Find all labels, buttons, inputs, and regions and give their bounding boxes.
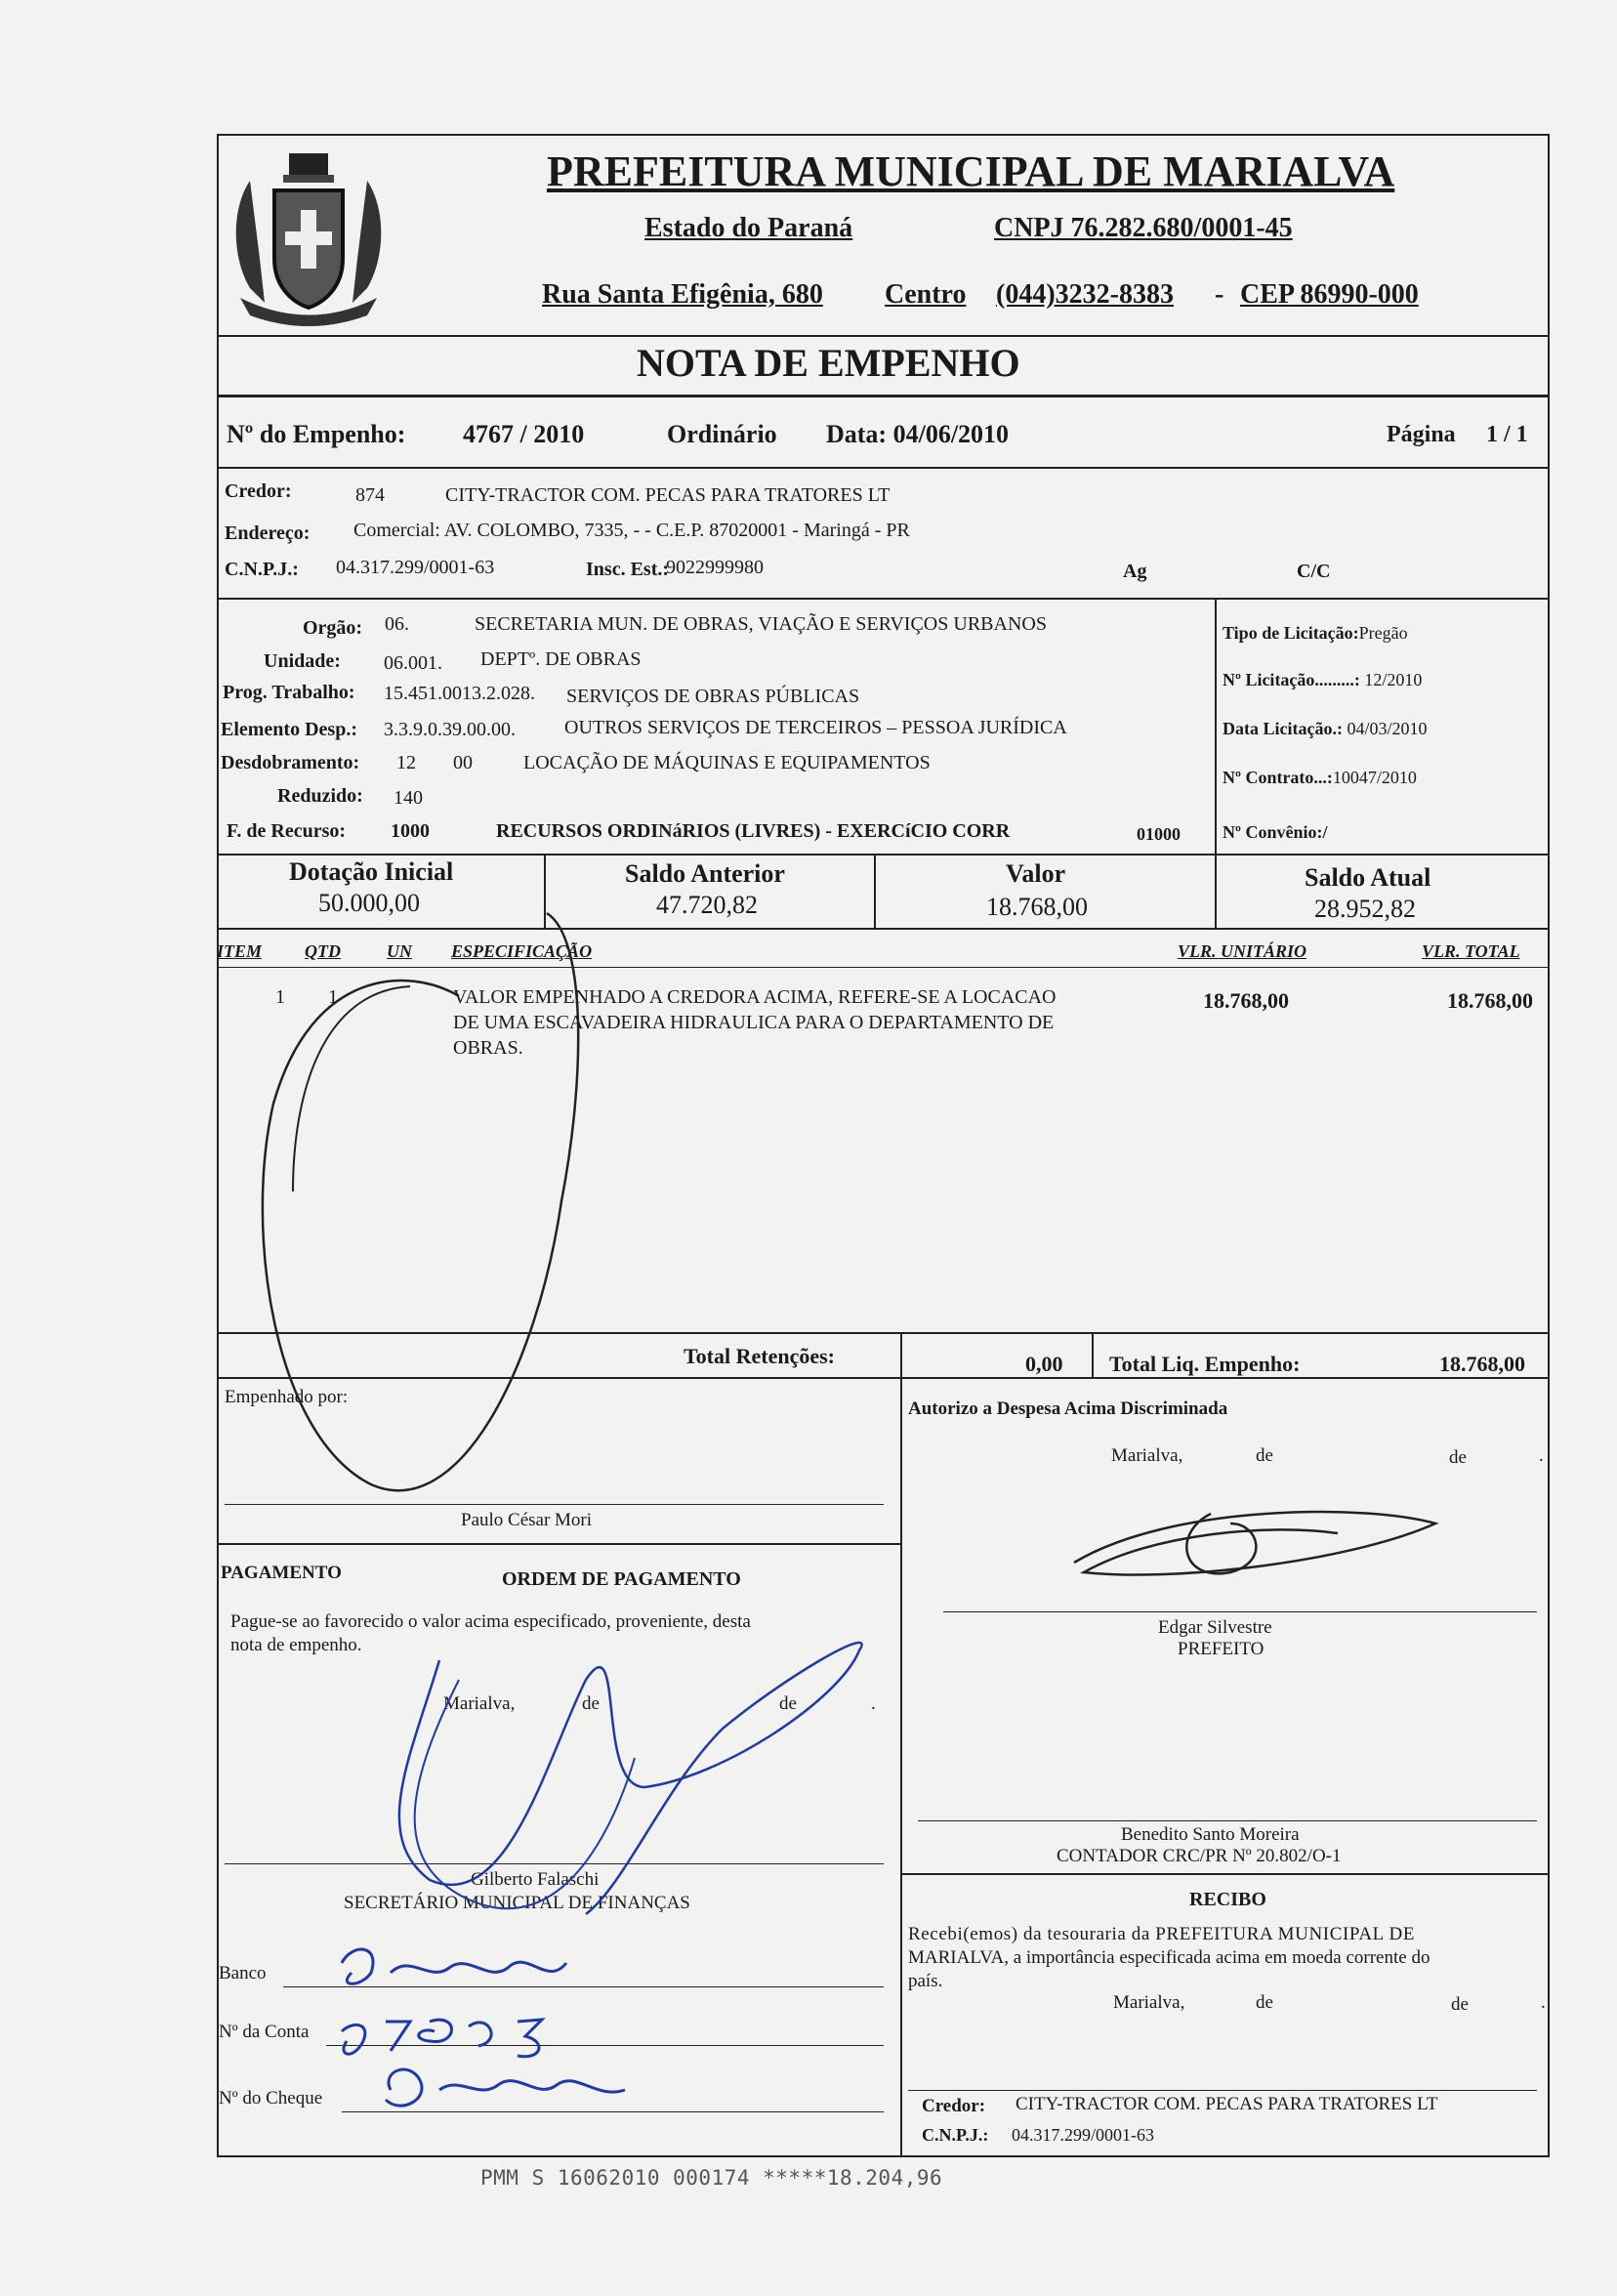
item-number: 1 — [275, 986, 285, 1008]
pagamento-de2: de — [779, 1693, 797, 1714]
pagamento-dot: . — [871, 1693, 876, 1714]
cheque-label: Nº do Cheque — [219, 2088, 323, 2108]
autorizo-signer: Edgar Silvestre — [1158, 1617, 1272, 1638]
conta-label: Nº da Conta — [219, 2022, 310, 2042]
pagamento-text-line1: Pague-se ao favorecido o valor acima especificado, proveniente, desta — [230, 1611, 751, 1632]
signature-line — [918, 1820, 1537, 1821]
elemento-code: 3.3.9.0.39.00.00. — [384, 719, 516, 740]
pagamento-city: Marialva, — [443, 1693, 516, 1714]
signature-line — [908, 2090, 1537, 2091]
col-un: UN — [387, 941, 412, 961]
credor-cnpj: 04.317.299/0001-63 — [336, 557, 495, 578]
banco-label: Banco — [219, 1963, 267, 1983]
unidade-code: 06.001. — [384, 652, 442, 674]
desdob-code2: 00 — [453, 752, 473, 773]
header-dash: - — [1215, 279, 1224, 310]
empenho-number: 4767 / 2010 — [463, 420, 585, 448]
header-title: PREFEITURA MUNICIPAL DE MARIALVA — [547, 147, 1395, 195]
licitacao-numero-label: Nº Licitação.........: — [1223, 670, 1360, 689]
credor-cc-label: C/C — [1297, 561, 1331, 582]
recibo-text-line3: país. — [908, 1971, 943, 1991]
credor-address: Comercial: AV. COLOMBO, 7335, - - C.E.P. 87020001 - Maringá - PR — [353, 520, 910, 541]
dotacao-inicial-label: Dotação Inicial — [289, 857, 454, 886]
col-vlr-total: VLR. TOTAL — [1422, 941, 1520, 961]
licitacao-contrato-value: 10047/2010 — [1332, 768, 1417, 787]
autorizo-role: PREFEITO — [1178, 1639, 1265, 1659]
autorizo-de2: de — [1449, 1447, 1467, 1468]
divider — [217, 598, 1550, 600]
divider — [900, 1377, 902, 2157]
empenho-date: Data: 04/06/2010 — [826, 420, 1010, 448]
saldo-anterior-label: Saldo Anterior — [625, 859, 785, 888]
divider — [217, 928, 1550, 930]
divider — [544, 854, 546, 928]
divider — [1215, 598, 1217, 856]
signature-line — [225, 1504, 884, 1505]
page-label: Página — [1387, 422, 1456, 447]
contador-name: Benedito Santo Moreira — [1121, 1824, 1300, 1845]
col-especificacao: ESPECIFICAÇÃO — [451, 941, 593, 961]
divider — [900, 1873, 1550, 1875]
contador-role: CONTADOR CRC/PR Nº 20.802/O-1 — [1057, 1846, 1342, 1866]
credor-address-label: Endereço: — [225, 522, 311, 544]
valor-value: 18.768,00 — [986, 893, 1088, 921]
recibo-credor: CITY-TRACTOR COM. PECAS PARA TRATORES LT — [1016, 2094, 1438, 2114]
item-qtd: 1 — [328, 986, 338, 1008]
elemento-name: OUTROS SERVIÇOS DE TERCEIROS – PESSOA JURÍDICA — [564, 717, 1067, 738]
item-desc-line2: DE UMA ESCAVADEIRA HIDRAULICA PARA O DEPARTAMENTO DE — [453, 1012, 1055, 1033]
divider — [217, 335, 1550, 337]
licitacao-numero-value: 12/2010 — [1364, 670, 1423, 689]
recibo-de1: de — [1256, 1992, 1273, 2013]
item-desc-line1: VALOR EMPENHADO A CREDORA ACIMA, REFERE-SE A LOCACAO — [453, 986, 1057, 1008]
licitacao-numero — [1223, 670, 1422, 690]
doc-type-title: NOTA DE EMPENHO — [637, 341, 1020, 385]
licitacao-tipo-label — [1223, 623, 1408, 644]
licitacao-data — [1223, 719, 1427, 739]
divider — [217, 467, 1550, 469]
desdob-name: LOCAÇÃO DE MÁQUINAS E EQUIPAMENTOS — [523, 752, 931, 773]
header-cep: CEP 86990-000 — [1240, 279, 1419, 310]
pagamento-de1: de — [582, 1693, 600, 1714]
recibo-cnpj-label: C.N.P.J.: — [922, 2125, 989, 2145]
autorizo-dot: . — [1539, 1445, 1544, 1466]
reduzido-label: Reduzido: — [277, 785, 363, 807]
autorizo-de1: de — [1256, 1445, 1273, 1466]
orgao-code: 06. — [385, 613, 409, 635]
recibo-city: Marialva, — [1113, 1992, 1185, 2013]
conta-line — [326, 2045, 884, 2046]
saldo-anterior-value: 47.720,82 — [656, 891, 758, 919]
total-retencoes-value: 0,00 — [1025, 1352, 1063, 1376]
recibo-text-line2: MARIALVA, a importância especificada acima em moeda corrente do — [908, 1947, 1430, 1968]
recibo-de2: de — [1451, 1994, 1469, 2015]
divider — [217, 395, 1550, 397]
empenho-kind: Ordinário — [667, 420, 777, 448]
cheque-line — [342, 2111, 884, 2112]
banco-line — [283, 1986, 884, 1987]
recurso-name: RECURSOS ORDINáRIOS (LIVRES) - EXERCíCIO CORR — [496, 820, 1011, 842]
col-item: ITEM — [217, 941, 263, 961]
credor-insc: 9022999980 — [666, 557, 764, 578]
empenho-number-label: Nº do Empenho: — [227, 420, 406, 448]
credor-cnpj-label: C.N.P.J.: — [225, 559, 299, 580]
header-cnpj: CNPJ 76.282.680/0001-45 — [994, 213, 1293, 243]
recurso-code: 1000 — [391, 820, 430, 842]
total-retencoes-label: Total Retenções: — [684, 1344, 835, 1368]
divider — [217, 1377, 1550, 1379]
licitacao-data-value: 04/03/2010 — [1347, 719, 1428, 738]
recibo-cnpj: 04.317.299/0001-63 — [1012, 2125, 1154, 2145]
orgao-name: SECRETARIA MUN. DE OBRAS, VIAÇÃO E SERVIÇOS URBANOS — [475, 613, 1047, 635]
saldo-atual-value: 28.952,82 — [1314, 895, 1416, 923]
autorizo-label: Autorizo a Despesa Acima Discriminada — [908, 1398, 1228, 1419]
pagamento-text-line2: nota de empenho. — [230, 1635, 362, 1655]
prog-label: Prog. Trabalho: — [223, 682, 355, 703]
col-vlr-unitario: VLR. UNITÁRIO — [1178, 941, 1307, 961]
unidade-label: Unidade: — [264, 650, 341, 672]
pagamento-signer: Gilberto Falaschi — [471, 1869, 600, 1890]
pagamento-role: SECRETÁRIO MUNICIPAL DE FINANÇAS — [344, 1893, 690, 1913]
item-vlr-total: 18.768,00 — [1447, 988, 1533, 1013]
divider — [217, 967, 1550, 968]
header-state: Estado do Paraná — [644, 213, 853, 243]
total-liq-value: 18.768,00 — [1439, 1352, 1525, 1376]
licitacao-data-label: Data Licitação.: — [1223, 719, 1343, 738]
elemento-label: Elemento Desp.: — [221, 719, 357, 740]
licitacao-contrato — [1223, 768, 1417, 788]
recibo-text-line1: Recebi(emos) da tesouraria da PREFEITURA MUNICIPAL DE — [908, 1924, 1416, 1944]
divider — [217, 1332, 1550, 1334]
empenhado-name: Paulo César Mori — [461, 1510, 593, 1530]
header-district: Centro — [885, 279, 967, 310]
dotacao-inicial-value: 50.000,00 — [318, 889, 420, 917]
divider — [217, 1543, 900, 1545]
licitacao-convenio-label: Nº Convênio:/ — [1223, 822, 1328, 842]
credor-name: CITY-TRACTOR COM. PECAS PARA TRATORES LT — [445, 484, 891, 506]
licitacao-tipo-label-text: Tipo de Licitação: — [1223, 623, 1359, 643]
item-desc-line3: OBRAS. — [453, 1037, 523, 1059]
divider — [1215, 854, 1217, 928]
recurso-label: F. de Recurso: — [227, 820, 347, 842]
licitacao-tipo: Pregão — [1358, 623, 1408, 643]
saldo-atual-label: Saldo Atual — [1305, 863, 1431, 892]
divider — [900, 1332, 902, 1377]
pagamento-label: PAGAMENTO — [221, 1563, 342, 1583]
credor-code: 874 — [355, 484, 385, 506]
prog-name: SERVIÇOS DE OBRAS PÚBLICAS — [566, 686, 860, 707]
desdob-code1: 12 — [396, 752, 416, 773]
signature-line — [943, 1611, 1537, 1612]
recibo-credor-label: Credor: — [922, 2096, 986, 2116]
recibo-label: RECIBO — [1189, 1889, 1266, 1910]
header-phone: (044)3232-8383 — [996, 279, 1174, 310]
coat-of-arms-icon — [221, 142, 396, 332]
total-liq-label: Total Liq. Empenho: — [1109, 1352, 1301, 1376]
page-number: 1 / 1 — [1486, 422, 1528, 447]
col-qtd: QTD — [305, 941, 341, 961]
signature-line — [225, 1863, 884, 1864]
orgao-label: Orgão: — [303, 617, 363, 639]
recurso-code2: 01000 — [1137, 824, 1181, 844]
recibo-dot: . — [1541, 1992, 1546, 2013]
reduzido-value: 140 — [394, 787, 423, 809]
divider — [1092, 1332, 1094, 1377]
valor-label: Valor — [1006, 859, 1066, 888]
credor-ag-label: Ag — [1123, 561, 1147, 582]
credor-label: Credor: — [225, 480, 292, 502]
autorizo-city: Marialva, — [1111, 1445, 1183, 1466]
desdob-label: Desdobramento: — [221, 752, 360, 773]
divider — [217, 854, 1550, 856]
divider — [874, 854, 876, 928]
item-vlr-unitario: 18.768,00 — [1203, 988, 1289, 1013]
machine-stamp: PMM S 16062010 000174 *****18.204,96 — [480, 2166, 943, 2190]
header-address: Rua Santa Efigênia, 680 — [542, 279, 823, 310]
unidade-name: DEPTº. DE OBRAS — [480, 648, 642, 670]
empenhado-label: Empenhado por: — [225, 1387, 349, 1407]
prog-code: 15.451.0013.2.028. — [384, 683, 535, 704]
ordem-pagamento-label: ORDEM DE PAGAMENTO — [502, 1568, 741, 1590]
licitacao-contrato-label: Nº Contrato...: — [1223, 768, 1333, 787]
credor-insc-label: Insc. Est.: — [586, 559, 670, 580]
